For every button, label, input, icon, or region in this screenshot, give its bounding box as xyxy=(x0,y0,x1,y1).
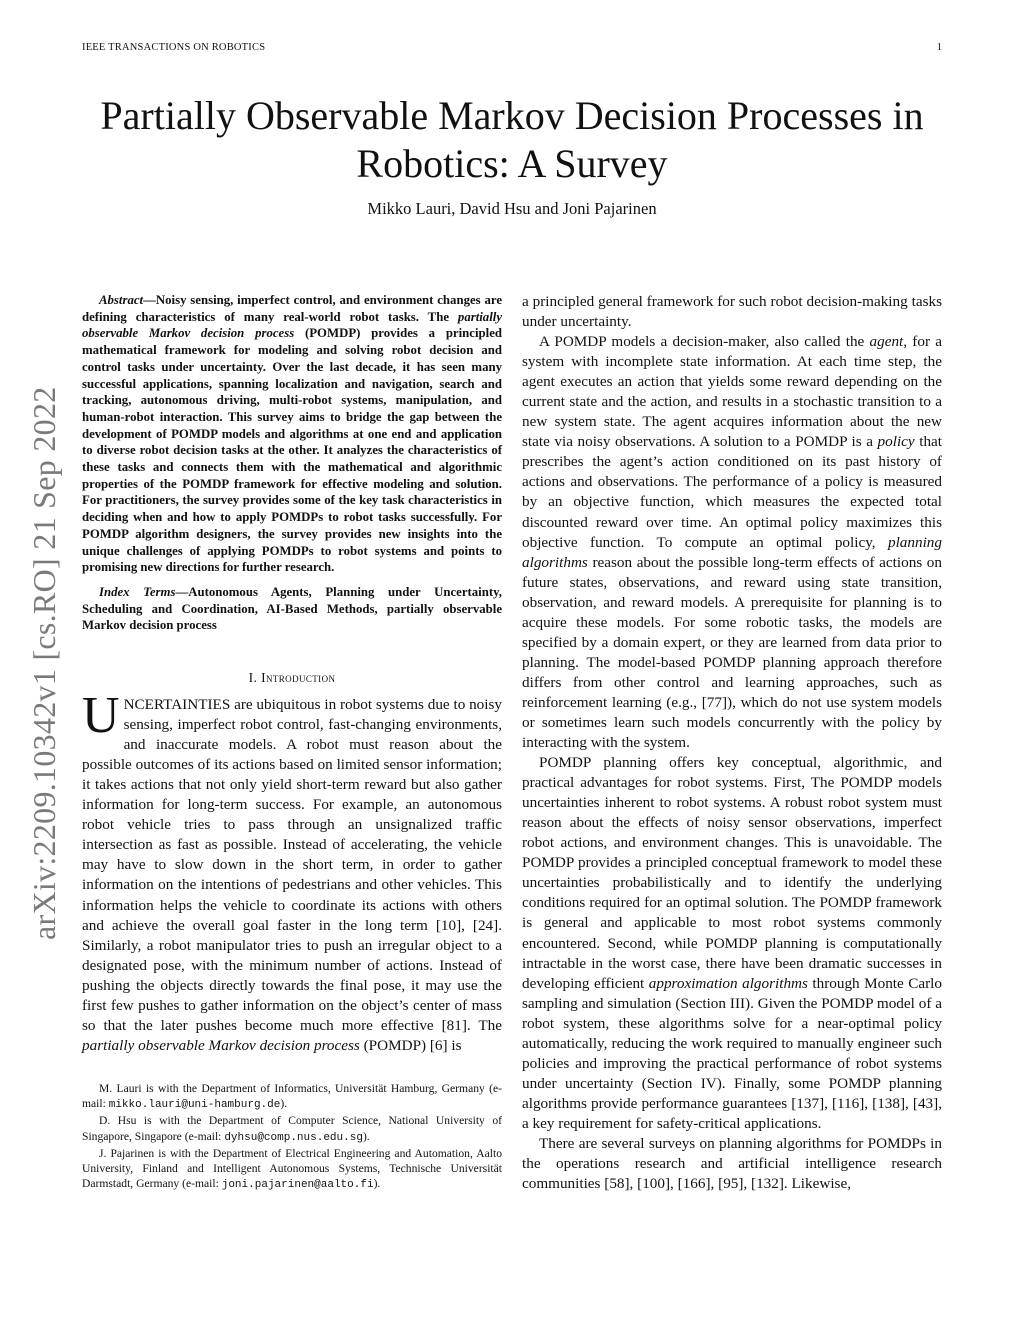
footnote-hsu-end: ). xyxy=(362,1129,370,1143)
index-terms-text: —Autonomous Agents, Planning under Uncertainty, Scheduling and Coordination, AI-Based Methods, partially observable Markov decision process xyxy=(82,584,502,633)
author-list: Mikko Lauri, David Hsu and Joni Pajarinen xyxy=(367,199,657,218)
arxiv-identifier-stamp: arXiv:2209.10342v1 [cs.RO] 21 Sep 2022 xyxy=(26,386,62,940)
email-pajarinen: joni.pajarinen@aalto.fi xyxy=(221,1179,374,1192)
intro-paragraph-2 xyxy=(522,332,942,753)
intro-p2-policy: policy xyxy=(877,433,915,451)
right-column xyxy=(522,292,942,1194)
intro-p1-term: partially observable Markov decision process xyxy=(82,1036,360,1054)
intro-p2-d: reason about the possible long-term effects of actions on future states, observations, and reward using state transition, observation, and reward models. A prerequisite for planning is to acquire these models. For some robotic tasks, the models are specified by a domain expert, or they are learned from data prior to planning. The model-based POMDP planning approach therefore differs from other control and learning approaches, such as reinforcement learning (e.g., [77]), which do not use system models or sometimes learn such models concurrently with the policy by interacting with the system. xyxy=(522,553,942,752)
abstract-text-1: —Noisy sensing, imperfect control, and environment changes are defining characteristics of many real-world robot tasks. The xyxy=(82,293,502,324)
footnote-hsu-text: D. Hsu is with the Department of Computer Science, National University of Singapore, Singapore (e-mail: xyxy=(82,1114,502,1143)
intro-paragraph-1-continued: a principled general framework for such robot decision-making tasks under uncertainty. xyxy=(522,293,942,331)
paper-title: Partially Observable Markov Decision Processes in Robotics: A Survey xyxy=(100,93,924,186)
footnote-hsu xyxy=(82,1113,502,1145)
intro-p3-a: POMDP planning offers key conceptual, algorithmic, and practical advantages for robot systems. First, The POMDP models uncertainties inherent to robot systems. A robust robot system must reason about the effects of noisy sensor observations, imperfect robot actions, and environment changes. This is unavoidable. The POMDP provides a principled conceptual framework to model these uncertainties probabilistically and to identify the underlying conditions required for an optimal solution. The POMDP framework is general and applicable to most robot systems commonly encountered. Second, while POMDP planning is computationally intractable in the worst case, there have been dramatic successes in developing efficient xyxy=(522,754,942,992)
page-number: 1 xyxy=(936,42,942,53)
intro-p3-b: through Monte Carlo sampling and simulation (Section III). Given the POMDP model of a robot system, these algorithms solve for a near-optimal policy automatically, reducing the work required to manually engineer such policies and improving the practical performance of robot systems under uncertainty (Section IV). Finally, some POMDP planning algorithms provide performance guarantees [137], [116], [138], [43], a key requirement for safety-critical applications. xyxy=(522,974,942,1132)
abstract-term: partially observable Markov decision process xyxy=(82,309,502,341)
intro-p2-a: A POMDP models a decision-maker, also called the xyxy=(539,333,870,351)
footnote-lauri xyxy=(82,1081,502,1113)
footnote-pajarinen-end: ). xyxy=(373,1177,381,1191)
footnotes xyxy=(82,1081,502,1193)
intro-p2-planning: planning algorithms xyxy=(522,533,942,571)
section-heading-introduction xyxy=(82,670,502,686)
section-number: I. xyxy=(248,670,258,686)
intro-p2-c: that prescribes the agent’s action conditioned on its past history of actions and observations. The performance of a policy is measured by an objective function, which measures the expected total discounted reward over time. An optimal policy maximizes this objective function. To compute an optimal policy, xyxy=(522,433,942,551)
running-head: IEEE TRANSACTIONS ON ROBOTICS xyxy=(82,42,266,53)
section-title: Introduction xyxy=(261,670,336,686)
intro-p2-b: , for a system with incomplete state information. At each time step, the agent executes an action that yields some reward depending on the current state and the action, and results in a stochastic transition to a new system state. The agent acquires information about the new state via noisy observations. A solution to a POMDP is a xyxy=(522,333,942,451)
intro-p1-end: (POMDP) [6] is xyxy=(359,1036,462,1054)
email-hsu: dyhsu@comp.nus.edu.sg xyxy=(224,1131,363,1144)
intro-paragraph-4: There are several surveys on planning algorithms for POMDPs in the operations research and artificial intelligence research communities [58], [100], [166], [95], [132]. Likewise, xyxy=(522,1134,942,1193)
intro-paragraph-1 xyxy=(82,687,502,1056)
intro-p1-text: are ubiquitous in robot systems due to noisy sensing, imperfect robot control, fast-changing environments, and inaccurate models. A robot must reason about the possible outcomes of its actions based on limited sensor information; it takes actions that not only yield short-term reward but also gather information for long-term success. For example, an autonomous robot vehicle tries to pass through an unsignalized traffic intersection as fast as possible. Instead of accelerating, the vehicle may have to slow down in the short term, in order to gather information on the intentions of pedestrians and other vehicles. This information helps the vehicle to coordinate its actions with others and achieve the overall goal faster in the long term [10], [24]. Similarly, a robot manipulator tries to push an irregular object to a designated pose, with the minimum number of actions. Instead of pushing the objects directly towards the final pose, it may use the first few pushes to gather information on the object’s center of mass so that the later pushes become much more effective [81]. The xyxy=(82,696,502,1034)
footnote-pajarinen xyxy=(82,1146,502,1194)
email-lauri: mikko.lauri@uni-hamburg.de xyxy=(108,1099,281,1112)
footnote-pajarinen-text: J. Pajarinen is with the Department of Electrical Engineering and Automation, Aalto University, Finland and Intelligent Autonomous Systems, Technische Universität Darmstadt, Germany (e-mail: xyxy=(82,1146,502,1191)
footnote-lauri-end: ). xyxy=(280,1097,288,1111)
index-terms-label: Index Terms xyxy=(99,584,176,599)
intro-p3-approx: approximation algorithms xyxy=(648,974,808,992)
abstract-text-2: (POMDP) provides a principled mathematical framework for modeling and solving robot decision and control tasks under uncertainty. Over the last decade, it has seen many successful applications, spanning localization and navigation, search and tracking, autonomous driving, multi-robot systems, manipulation, and human-robot interaction. This survey aims to bridge the gap between the development of POMDP models and algorithms at one end and application to diverse robot decision tasks at the other. It analyzes the characteristics of these tasks and connects them with the mathematical and algorithmic properties of the POMDP framework for effective modeling and solution. For practitioners, the survey provides some of the key task characteristics in deciding when and how to apply POMDPs to robot tasks successfully. For POMDP algorithm designers, the survey provides new insights into the unique challenges of applying POMDPs to robot systems and points to promising new directions for further research. xyxy=(82,326,502,575)
intro-p2-agent: agent xyxy=(869,333,904,351)
abstract-label: Abstract xyxy=(99,293,144,307)
intro-paragraph-3 xyxy=(522,753,942,1134)
abstract xyxy=(82,292,502,576)
left-column xyxy=(82,292,502,1193)
lead-caps: NCERTAINTIES xyxy=(123,696,231,714)
drop-cap: U xyxy=(82,687,120,745)
footnote-lauri-text: M. Lauri is with the Department of Informatics, Universität Hamburg, Germany (e-mail: xyxy=(82,1081,502,1111)
index-terms xyxy=(82,584,502,634)
